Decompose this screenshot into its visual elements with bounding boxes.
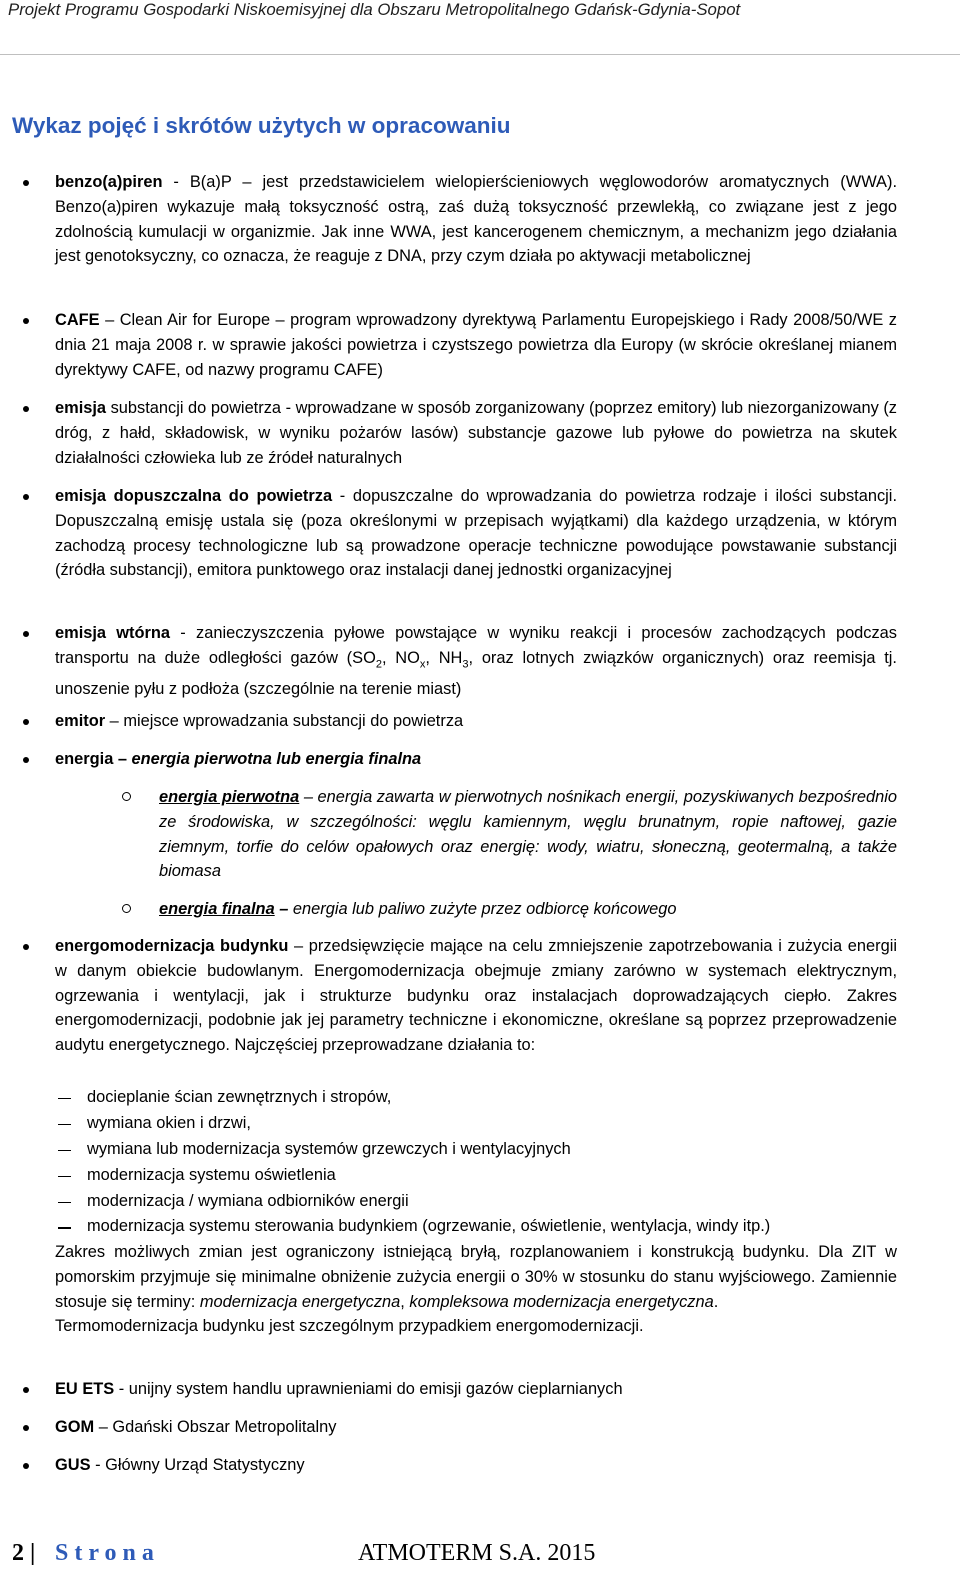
term: emisja	[55, 399, 107, 417]
paragraph-part: Zakres możliwych zmian jest ograniczony istniejącą bryłą, rozplanowaniem i konstrukcją budynku. Dla ZIT w pomorskim przyjmuje się minimalne obniżenie zużycia energii o 30% w stosunku do stanu wyjściowego. Zamiennie stosuje się terminy:	[55, 1243, 897, 1311]
term: GOM	[55, 1418, 95, 1436]
measure-item: wymiana lub modernizacja systemów grzewczych i wentylacyjnych	[55, 1137, 897, 1163]
list-item-energia	[55, 747, 897, 772]
definition-part: - zanieczyszczenia pyłowe powstające w wyniku reakcji i procesów zachodzących podczas transportu na duże odległości gazów (SO	[55, 624, 897, 667]
definition: – miejsce wprowadzania substancji do powietrza	[105, 712, 464, 730]
list-item-eu-ets	[55, 1377, 897, 1402]
paragraph-line: Termomodernizacja budynku jest szczególnym przypadkiem energomodernizacji.	[55, 1317, 644, 1336]
bullet-icon	[23, 719, 29, 725]
term: EU ETS	[55, 1380, 115, 1398]
page-title: Wykaz pojęć i skrótów użytych w opracowaniu	[12, 113, 511, 138]
bullet-icon	[23, 180, 29, 186]
term: energia	[55, 750, 114, 768]
definition: - unijny system handlu uprawnieniami do emisji gazów cieplarnianych	[114, 1380, 623, 1398]
header-divider	[0, 54, 960, 55]
term: energomodernizacja budynku	[55, 937, 289, 955]
definition: energia pierwotna lub energia finalna	[131, 750, 422, 768]
dash-icon	[58, 1124, 71, 1125]
bullet-icon	[23, 1387, 29, 1393]
term: CAFE	[55, 311, 100, 329]
bullet-icon	[23, 944, 29, 950]
definition-part: , NO	[381, 648, 420, 667]
bullet-icon	[23, 757, 29, 763]
definition: - Główny Urząd Statystyczny	[90, 1456, 305, 1474]
subscript: 2	[375, 658, 382, 671]
bullet-icon	[23, 1463, 29, 1469]
list-item-emisja-dopuszczalna	[55, 484, 897, 583]
list-item-energomodernizacja	[55, 934, 897, 1058]
bullet-icon	[23, 631, 29, 637]
dash: –	[274, 900, 293, 918]
definition: – energia zawarta w pierwotnych nośnikach energii, pozyskiwanych bezpośrednio ze środowiska, w szczególności: węglu kamiennym, węglu brunatnym, ropie naftowej, gazie ziemnym, torfie do celów opałowych oraz energię: wody, wiatru, słoneczną, geotermalną, a także biomasa	[159, 788, 897, 881]
bullet-icon	[23, 1425, 29, 1431]
term: GUS	[55, 1456, 91, 1474]
term: energia pierwotna	[159, 788, 300, 806]
measure-item: docieplanie ścian zewnętrznych i stropów,	[55, 1085, 897, 1111]
subscript: x	[419, 658, 426, 671]
list-item-emisja-wtorna	[55, 621, 897, 702]
definition: substancji do powietrza - wprowadzane w sposób zorganizowany (poprzez emitory) lub niezorganizowany (z dróg, z hałd, składowisk, w wyniku pożarów lasów) substancje gazowe lub pyłowe do powietrza na skutek działalności człowieka lub ze źródeł naturalnych	[55, 399, 897, 467]
term: emitor	[55, 712, 106, 730]
definition-part: , oraz lotnych związków organicznych) oraz reemisja tj. unoszenie pyłu z podłoża (szczególnie na terenie miast)	[55, 648, 897, 698]
measure-item: modernizacja systemu sterowania budynkiem (ogrzewanie, oświetlenie, wentylacja, windy itp.)	[55, 1214, 897, 1240]
list-item-emisja	[55, 396, 897, 470]
term: energia finalna	[159, 900, 275, 918]
bullet-icon	[23, 406, 29, 412]
page-label: Strona	[55, 1540, 160, 1566]
company-name: ATMOTERM S.A. 2015	[358, 1540, 596, 1566]
term-italic: kompleksowa modernizacja energetyczna	[409, 1292, 714, 1311]
list-item-cafe	[55, 308, 897, 382]
list-item-gom	[55, 1415, 897, 1440]
energomodernizacja-continuation	[55, 1240, 897, 1339]
page-footer	[12, 1540, 952, 1570]
term-italic: modernizacja energetyczna	[199, 1292, 401, 1311]
subscript: 3	[462, 658, 469, 671]
definition: - dopuszczalne do wprowadzania do powietrza rodzaje i ilości substancji. Dopuszczalną emisję ustala się (poza określonymi w przepisach wyjątkami) dla każdego urządzenia, w którym zachodzą procesy technologiczne lub są prowadzone operacje techniczne powodujące powstawanie substancji (źródła substancji), emitora punktowego oraz instalacji danej jednostki organizacyjnej	[55, 487, 898, 580]
definition: – Clean Air for Europe – program wprowadzony dyrektywą Parlamentu Europejskiego i Rady 2008/50/WE z dnia 21 maja 2008 r. w sprawie jakości powietrza i czystszego powietrza dla Europy (w skrócie określanej mianem dyrektywy CAFE, od nazwy programu CAFE)	[55, 311, 897, 379]
dash-icon	[58, 1150, 71, 1151]
list-item-emitor	[55, 709, 897, 734]
bullet-icon	[23, 494, 29, 500]
paragraph-part: ,	[400, 1292, 410, 1311]
term: emisja dopuszczalna do powietrza	[55, 487, 333, 505]
measure-item: modernizacja systemu oświetlenia	[55, 1163, 897, 1189]
bullet-icon	[23, 318, 29, 324]
circle-bullet-icon	[122, 792, 131, 801]
running-header	[8, 0, 960, 26]
definition: – Gdański Obszar Metropolitalny	[94, 1418, 337, 1436]
measure-item: modernizacja / wymiana odbiorników energii	[55, 1189, 897, 1215]
definition-part: , NH	[425, 648, 463, 667]
definition: - B(a)P – jest przedstawicielem wielopierścieniowych węglowodorów aromatycznych (WWA). Benzo(a)piren wykazuje małą toksyczność ostrą, zaś dużą toksyczność przewlekłą, co związane jest z jego zdolnością kumulacji w organizmie. Jak inne WWA, jest kancerogenem chemicznym, a mechanizm jego działania jest genotoksyczny, co oznacza, że reaguje z DNA, przy czym działa po aktywacji metabolicznej	[55, 173, 897, 266]
measure-item: wymiana okien i drzwi,	[55, 1111, 897, 1137]
definition: – przedsięwzięcie mające na celu zmniejszenie zapotrzebowania i zużycia energii w danym obiekcie budowlanym. Energomodernizacja obejmuje zmiany zarówno w systemach elektrycznym, ogrzewania i wentylacji, jak i strukturze budynku oraz instalacjach doprowadzających ciepło. Zakres energomodernizacji, podobnie jak jej parametry techniczne i ekonomiczne, określane są poprzez przeprowadzenie audytu energetycznego. Najczęściej przeprowadzane działania to:	[55, 937, 898, 1055]
circle-bullet-icon	[122, 904, 131, 913]
dash-icon	[58, 1176, 71, 1177]
sublist-item-energia-finalna	[159, 897, 897, 922]
paragraph-part: .	[713, 1292, 719, 1311]
dash-icon	[58, 1098, 71, 1099]
sublist-item-energia-pierwotna	[159, 785, 897, 884]
header-text: Projekt Programu Gospodarki Niskoemisyjnej dla Obszaru Metropolitalnego Gdańsk-Gdynia-Sopot	[8, 0, 741, 19]
dash: –	[113, 750, 132, 768]
dash-icon	[58, 1227, 71, 1228]
list-item-benzo	[55, 170, 897, 269]
page-number: 2 |	[12, 1540, 36, 1566]
term: benzo(a)piren	[55, 173, 163, 191]
definition: energia lub paliwo zużyte przez odbiorcę końcowego	[292, 900, 677, 918]
dash-icon	[58, 1202, 71, 1203]
term: emisja wtórna	[55, 624, 171, 642]
measures-list	[55, 1085, 897, 1240]
list-item-gus	[55, 1453, 897, 1478]
